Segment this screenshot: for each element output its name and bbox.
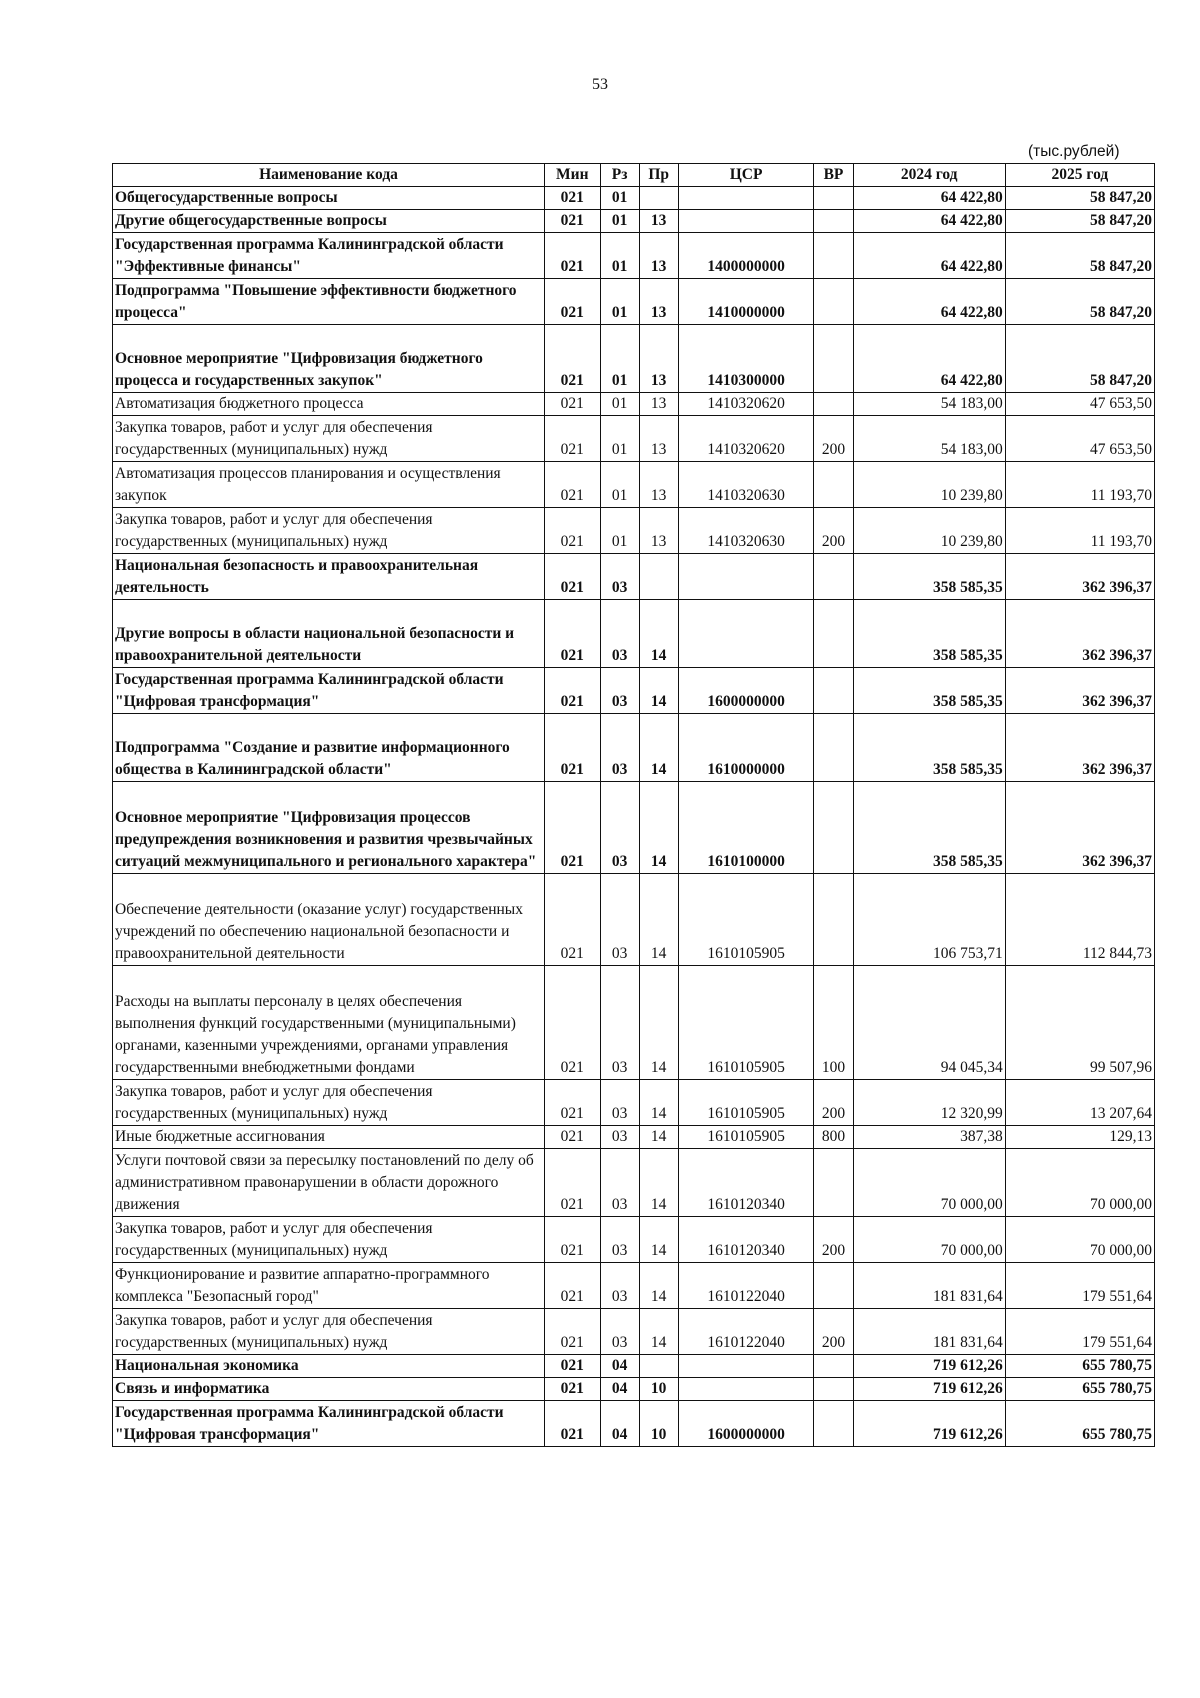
cell-rz: 01 [600,508,639,554]
cell-y2024: 719 612,26 [853,1378,1005,1401]
table-row [113,210,1155,233]
table-row [113,600,1155,668]
cell-y2024: 64 422,80 [853,279,1005,325]
cell-vr [814,714,853,782]
cell-csr: 1610105905 [678,1080,814,1126]
cell-y2024: 10 239,80 [853,462,1005,508]
cell-pr: 13 [639,416,678,462]
cell-rz: 03 [600,782,639,874]
cell-vr [814,210,853,233]
cell-pr [639,187,678,210]
cell-csr: 1610122040 [678,1263,814,1309]
cell-csr [678,1378,814,1401]
cell-name: Закупка товаров, работ и услуг для обеспечения государственных (муниципальных) нужд [113,1217,545,1263]
table-row [113,782,1155,874]
cell-name: Закупка товаров, работ и услуг для обеспечения государственных (муниципальных) нужд [113,416,545,462]
cell-name: Автоматизация процессов планирования и осуществления закупок [113,462,545,508]
table-row [113,233,1155,279]
cell-rz: 03 [600,1217,639,1263]
cell-y2025: 47 653,50 [1005,416,1154,462]
cell-rz: 03 [600,554,639,600]
header-pr: Пр [639,164,678,187]
cell-y2025: 58 847,20 [1005,325,1154,393]
cell-rz: 03 [600,600,639,668]
cell-name: Автоматизация бюджетного процесса [113,393,545,416]
cell-pr: 13 [639,233,678,279]
table-row [113,1080,1155,1126]
cell-vr [814,187,853,210]
cell-y2025: 362 396,37 [1005,554,1154,600]
cell-y2025: 179 551,64 [1005,1309,1154,1355]
cell-vr [814,554,853,600]
cell-pr [639,1355,678,1378]
cell-rz: 01 [600,187,639,210]
cell-csr: 1410300000 [678,325,814,393]
cell-pr: 14 [639,600,678,668]
cell-y2025: 362 396,37 [1005,782,1154,874]
cell-y2024: 70 000,00 [853,1217,1005,1263]
cell-y2024: 64 422,80 [853,325,1005,393]
table-row [113,462,1155,508]
cell-csr: 1610105905 [678,1126,814,1149]
cell-y2024: 387,38 [853,1126,1005,1149]
cell-vr [814,1149,853,1217]
cell-min: 021 [545,1080,601,1126]
cell-y2024: 54 183,00 [853,393,1005,416]
cell-pr: 14 [639,1126,678,1149]
cell-vr: 200 [814,1309,853,1355]
cell-y2025: 70 000,00 [1005,1217,1154,1263]
cell-csr: 1400000000 [678,233,814,279]
cell-csr [678,1355,814,1378]
cell-min: 021 [545,233,601,279]
cell-y2024: 10 239,80 [853,508,1005,554]
cell-rz: 03 [600,966,639,1080]
cell-name: Государственная программа Калининградской области "Эффективные финансы" [113,233,545,279]
table-row [113,1378,1155,1401]
cell-min: 021 [545,782,601,874]
cell-name: Расходы на выплаты персоналу в целях обеспечения выполнения функций государственными (муниципальными) органами, казенными учреждениями, органами управления государственными внебюджетными фондами [113,966,545,1080]
table-row [113,1149,1155,1217]
cell-vr: 200 [814,1080,853,1126]
cell-rz: 01 [600,279,639,325]
cell-vr [814,668,853,714]
cell-pr: 14 [639,1149,678,1217]
cell-y2025: 58 847,20 [1005,187,1154,210]
unit-note: (тыс.рублей) [1028,143,1120,160]
table-row [113,393,1155,416]
cell-min: 021 [545,600,601,668]
cell-y2024: 719 612,26 [853,1401,1005,1447]
cell-min: 021 [545,210,601,233]
table-row [113,874,1155,966]
cell-vr [814,233,853,279]
cell-y2024: 719 612,26 [853,1355,1005,1378]
cell-y2025: 58 847,20 [1005,279,1154,325]
cell-min: 021 [545,1126,601,1149]
cell-y2025: 362 396,37 [1005,714,1154,782]
header-2024: 2024 год [853,164,1005,187]
cell-rz: 03 [600,1149,639,1217]
cell-csr: 1410320620 [678,393,814,416]
cell-y2025: 362 396,37 [1005,668,1154,714]
cell-csr: 1610000000 [678,714,814,782]
cell-vr [814,782,853,874]
cell-min: 021 [545,1355,601,1378]
cell-pr: 13 [639,462,678,508]
cell-pr: 14 [639,1217,678,1263]
cell-csr [678,210,814,233]
cell-pr: 14 [639,966,678,1080]
header-rz: Рз [600,164,639,187]
cell-name: Основное мероприятие "Цифровизация процессов предупреждения возникновения и развития чрезвычайных ситуаций межмуниципального и регионального характера" [113,782,545,874]
cell-pr: 10 [639,1378,678,1401]
header-name: Наименование кода [113,164,545,187]
cell-vr [814,1378,853,1401]
cell-pr: 14 [639,782,678,874]
cell-y2025: 179 551,64 [1005,1263,1154,1309]
cell-pr: 14 [639,1080,678,1126]
table-row [113,1217,1155,1263]
cell-y2025: 11 193,70 [1005,508,1154,554]
cell-vr: 200 [814,1217,853,1263]
cell-rz: 04 [600,1355,639,1378]
cell-min: 021 [545,714,601,782]
cell-name: Общегосударственные вопросы [113,187,545,210]
cell-csr: 1600000000 [678,668,814,714]
cell-y2025: 362 396,37 [1005,600,1154,668]
cell-name: Подпрограмма "Создание и развитие информационного общества в Калининградской области" [113,714,545,782]
cell-y2025: 112 844,73 [1005,874,1154,966]
cell-name: Другие общегосударственные вопросы [113,210,545,233]
table-row [113,416,1155,462]
cell-y2024: 181 831,64 [853,1309,1005,1355]
cell-rz: 04 [600,1378,639,1401]
cell-pr: 14 [639,668,678,714]
header-min: Мин [545,164,601,187]
cell-name: Услуги почтовой связи за пересылку постановлений по делу об административном правонарушении в области дорожного движения [113,1149,545,1217]
cell-csr: 1410320630 [678,508,814,554]
cell-name: Национальная экономика [113,1355,545,1378]
cell-y2024: 358 585,35 [853,554,1005,600]
cell-rz: 03 [600,1263,639,1309]
table-row [113,1263,1155,1309]
table-row [113,187,1155,210]
table-header-row [113,164,1155,187]
table-row [113,554,1155,600]
cell-rz: 03 [600,1309,639,1355]
cell-csr: 1610100000 [678,782,814,874]
cell-min: 021 [545,279,601,325]
cell-rz: 04 [600,1401,639,1447]
cell-y2024: 358 585,35 [853,714,1005,782]
cell-pr: 13 [639,210,678,233]
cell-y2024: 12 320,99 [853,1080,1005,1126]
cell-y2025: 11 193,70 [1005,462,1154,508]
cell-vr [814,393,853,416]
cell-y2025: 655 780,75 [1005,1378,1154,1401]
cell-rz: 03 [600,1126,639,1149]
cell-min: 021 [545,1263,601,1309]
cell-csr [678,187,814,210]
cell-pr: 13 [639,325,678,393]
cell-rz: 01 [600,233,639,279]
cell-name: Государственная программа Калининградской области "Цифровая трансформация" [113,668,545,714]
cell-rz: 01 [600,416,639,462]
table-row [113,668,1155,714]
cell-y2024: 64 422,80 [853,210,1005,233]
cell-min: 021 [545,966,601,1080]
cell-y2024: 181 831,64 [853,1263,1005,1309]
table-row [113,966,1155,1080]
cell-vr: 200 [814,508,853,554]
cell-y2024: 106 753,71 [853,874,1005,966]
cell-pr [639,554,678,600]
cell-min: 021 [545,187,601,210]
cell-min: 021 [545,325,601,393]
cell-csr: 1610105905 [678,966,814,1080]
table-row [113,1355,1155,1378]
cell-pr: 14 [639,1309,678,1355]
cell-name: Закупка товаров, работ и услуг для обеспечения государственных (муниципальных) нужд [113,1080,545,1126]
cell-vr [814,874,853,966]
cell-rz: 03 [600,714,639,782]
cell-min: 021 [545,508,601,554]
cell-min: 021 [545,416,601,462]
table-row [113,1401,1155,1447]
cell-vr [814,462,853,508]
cell-pr: 14 [639,714,678,782]
cell-rz: 03 [600,1080,639,1126]
cell-csr: 1610120340 [678,1217,814,1263]
cell-csr: 1600000000 [678,1401,814,1447]
budget-table [112,163,1155,1447]
cell-vr: 800 [814,1126,853,1149]
cell-pr: 13 [639,393,678,416]
cell-csr: 1610105905 [678,874,814,966]
cell-y2024: 70 000,00 [853,1149,1005,1217]
cell-pr: 13 [639,508,678,554]
table-row [113,1309,1155,1355]
cell-min: 021 [545,1149,601,1217]
cell-rz: 01 [600,462,639,508]
cell-y2024: 94 045,34 [853,966,1005,1080]
cell-y2024: 358 585,35 [853,600,1005,668]
cell-y2025: 13 207,64 [1005,1080,1154,1126]
cell-rz: 03 [600,668,639,714]
cell-pr: 14 [639,1263,678,1309]
cell-min: 021 [545,1217,601,1263]
cell-y2024: 64 422,80 [853,187,1005,210]
cell-name: Государственная программа Калининградской области "Цифровая трансформация" [113,1401,545,1447]
cell-csr: 1410000000 [678,279,814,325]
table-row [113,1126,1155,1149]
table-row [113,714,1155,782]
cell-name: Подпрограмма "Повышение эффективности бюджетного процесса" [113,279,545,325]
cell-vr [814,325,853,393]
cell-csr: 1610122040 [678,1309,814,1355]
cell-min: 021 [545,1378,601,1401]
cell-name: Обеспечение деятельности (оказание услуг) государственных учреждений по обеспечению национальной безопасности и правоохранительной деятельности [113,874,545,966]
cell-min: 021 [545,393,601,416]
cell-vr [814,279,853,325]
header-csr: ЦСР [678,164,814,187]
cell-min: 021 [545,1401,601,1447]
table-row [113,508,1155,554]
cell-y2025: 655 780,75 [1005,1355,1154,1378]
cell-vr [814,1355,853,1378]
cell-y2025: 70 000,00 [1005,1149,1154,1217]
cell-y2024: 358 585,35 [853,668,1005,714]
cell-name: Функционирование и развитие аппаратно-программного комплекса "Безопасный город" [113,1263,545,1309]
cell-y2025: 99 507,96 [1005,966,1154,1080]
cell-name: Связь и информатика [113,1378,545,1401]
cell-vr: 100 [814,966,853,1080]
page-number: 53 [592,76,608,93]
cell-name: Национальная безопасность и правоохранительная деятельность [113,554,545,600]
table-row [113,325,1155,393]
cell-vr [814,1263,853,1309]
cell-rz: 01 [600,210,639,233]
cell-vr [814,1401,853,1447]
cell-rz: 01 [600,393,639,416]
cell-y2024: 54 183,00 [853,416,1005,462]
cell-y2025: 58 847,20 [1005,233,1154,279]
cell-vr [814,600,853,668]
cell-name: Иные бюджетные ассигнования [113,1126,545,1149]
cell-csr: 1610120340 [678,1149,814,1217]
cell-pr: 10 [639,1401,678,1447]
cell-name: Закупка товаров, работ и услуг для обеспечения государственных (муниципальных) нужд [113,508,545,554]
cell-rz: 01 [600,325,639,393]
cell-min: 021 [545,668,601,714]
cell-csr: 1410320630 [678,462,814,508]
cell-pr: 13 [639,279,678,325]
cell-csr [678,554,814,600]
header-vr: ВР [814,164,853,187]
cell-vr: 200 [814,416,853,462]
cell-y2024: 64 422,80 [853,233,1005,279]
cell-min: 021 [545,554,601,600]
cell-csr: 1410320620 [678,416,814,462]
cell-y2025: 129,13 [1005,1126,1154,1149]
cell-pr: 14 [639,874,678,966]
table-row [113,279,1155,325]
cell-name: Основное мероприятие "Цифровизация бюджетного процесса и государственных закупок" [113,325,545,393]
cell-min: 021 [545,462,601,508]
cell-min: 021 [545,1309,601,1355]
cell-y2025: 58 847,20 [1005,210,1154,233]
cell-csr [678,600,814,668]
header-2025: 2025 год [1005,164,1154,187]
cell-name: Закупка товаров, работ и услуг для обеспечения государственных (муниципальных) нужд [113,1309,545,1355]
cell-y2025: 47 653,50 [1005,393,1154,416]
cell-rz: 03 [600,874,639,966]
cell-name: Другие вопросы в области национальной безопасности и правоохранительной деятельности [113,600,545,668]
cell-y2024: 358 585,35 [853,782,1005,874]
cell-y2025: 655 780,75 [1005,1401,1154,1447]
cell-min: 021 [545,874,601,966]
